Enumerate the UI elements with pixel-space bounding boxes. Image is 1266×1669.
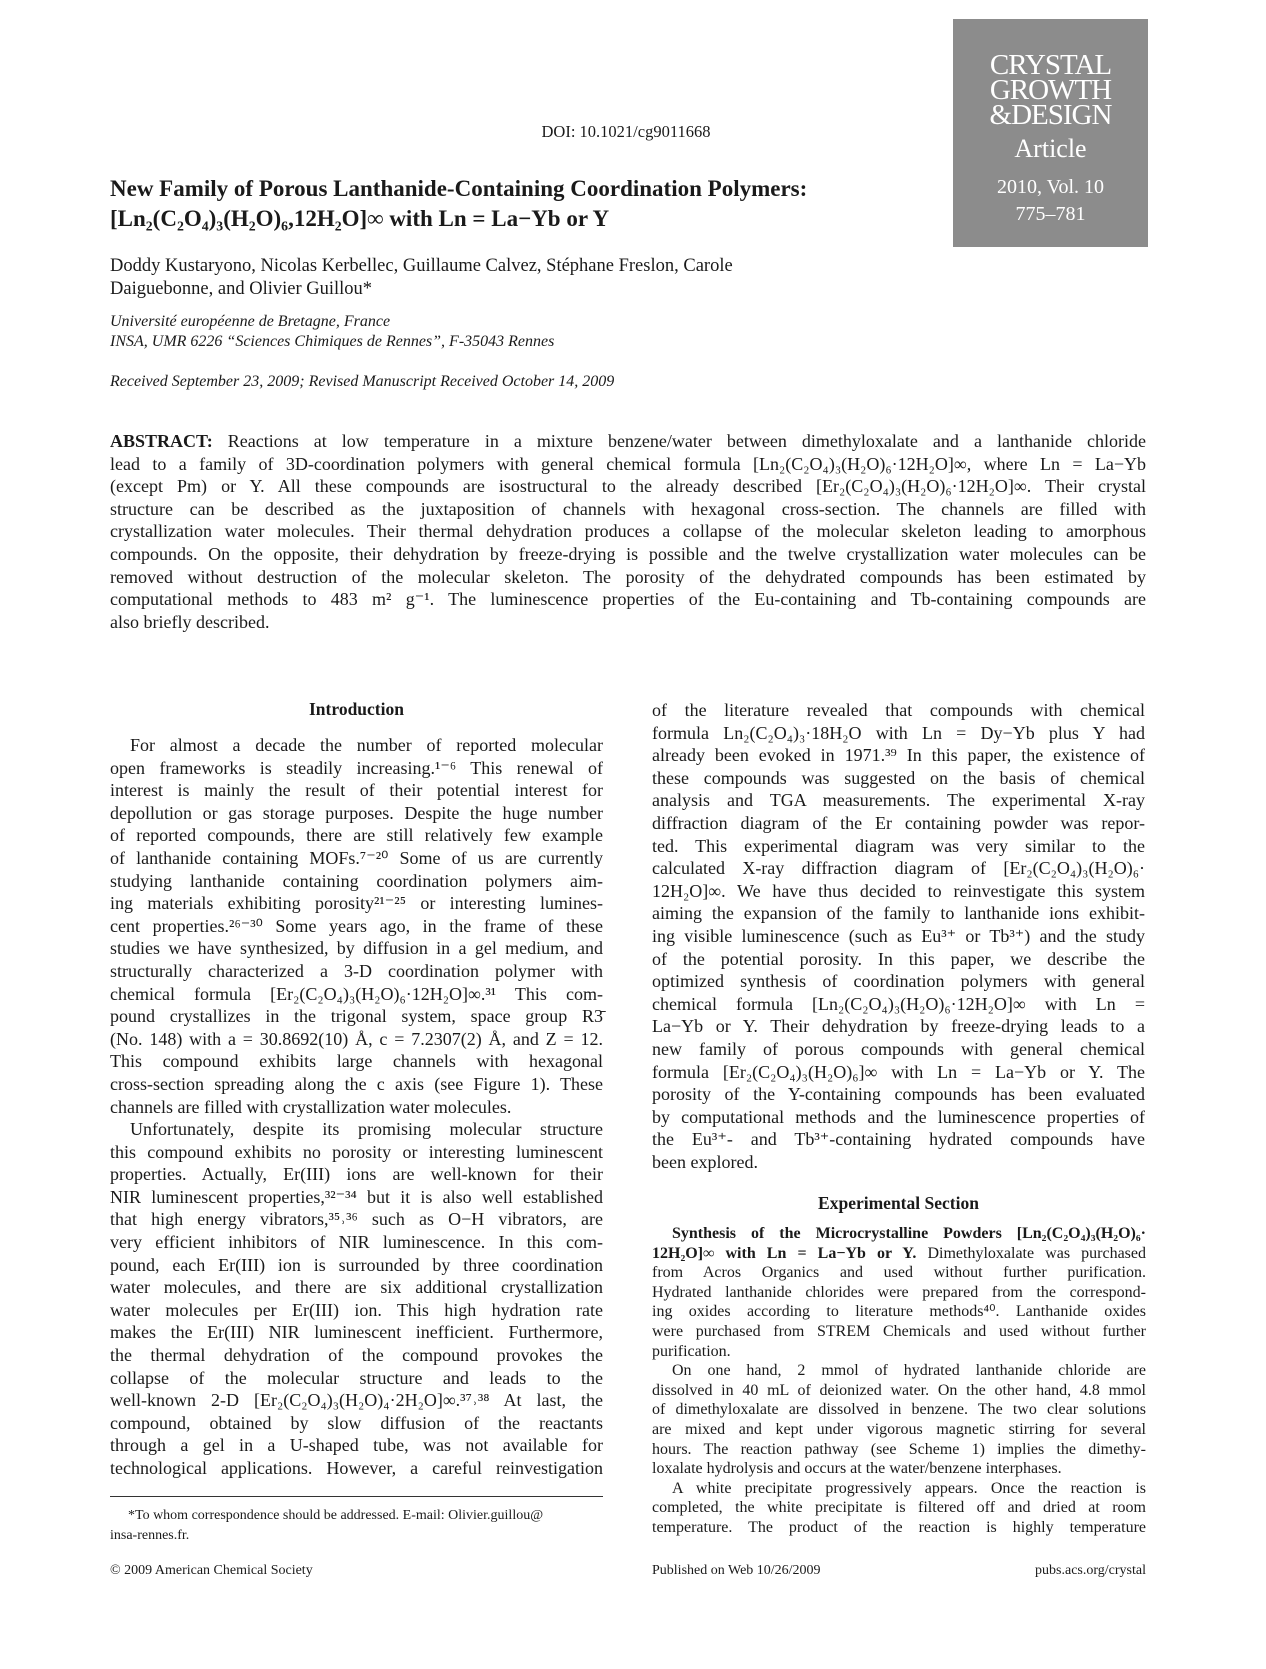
paragraph-line: these compounds was suggested on the basis of chemical bbox=[652, 767, 1145, 788]
paragraph-line: 12H₂O]∞. We have thus decided to reinvestigate this system bbox=[652, 880, 1145, 901]
paragraph-line: purification. bbox=[652, 1342, 731, 1360]
authors bbox=[110, 255, 733, 301]
paragraph-line: by computational methods and the luminescence properties of bbox=[652, 1106, 1145, 1127]
paragraph-line: of lanthanide containing MOFs.⁷⁻²⁰ Some of us are currently bbox=[110, 847, 603, 868]
paragraph-line: cross-section spreading along the c axis (see Figure 1). These bbox=[110, 1073, 603, 1094]
paper-title bbox=[110, 174, 807, 234]
paragraph-line: of reported compounds, there are still relatively few example bbox=[110, 825, 603, 846]
left-column bbox=[110, 734, 603, 1480]
paragraph-line: diffraction diagram of the Er containing powder was repor- bbox=[652, 812, 1145, 833]
doi[interactable]: DOI: 10.1021/cg9011668 bbox=[541, 122, 711, 141]
paragraph-line: of dimethyloxalate are dissolved in benzene. The two clear solutions bbox=[652, 1401, 1146, 1419]
page-range: 775–781 bbox=[1015, 203, 1086, 225]
paragraph-line: formula [Er₂(C₂O₄)₃(H₂O)₆]∞ with Ln = La−Yb or Y. The bbox=[652, 1061, 1145, 1082]
paragraph-line: Unfortunately, despite its promising molecular structure bbox=[130, 1119, 603, 1140]
footnote-divider bbox=[110, 1496, 603, 1497]
abstract-line: (except Pm) or Y. All these compounds are isostructural to the already described [Er₂(C₂O₄)₃(H₂O)₆·12H₂O]∞. Their crystal bbox=[110, 476, 1146, 497]
paragraph-line: that high energy vibrators,³⁵˒³⁶ such as O−H vibrators, are bbox=[110, 1209, 603, 1230]
title-line: [Ln₂(C₂O₄)₃(H₂O)₆,12H₂O]∞ with Ln = La−Yb or Y bbox=[110, 206, 610, 231]
paragraph-line: (No. 148) with a = 30.8692(10) Å, c = 7.2307(2) Å, and Z = 12. bbox=[110, 1028, 603, 1049]
paragraph-line: the thermal dehydration of the compound provokes the bbox=[110, 1345, 603, 1366]
paragraph-line: ing oxides according to literature methods⁴⁰. Lanthanide oxides bbox=[652, 1303, 1146, 1321]
year-volume: 2010, Vol. 10 bbox=[996, 176, 1105, 198]
paragraph-line: interest is mainly the result of their potential interest for bbox=[110, 780, 603, 801]
paragraph-line: A white precipitate progressively appears. Once the reaction is bbox=[672, 1479, 1146, 1497]
paragraph-line: are mixed and kept under vigorous magnetic stirring for several bbox=[652, 1420, 1146, 1438]
paragraph-line: very efficient inhibitors of NIR luminescence. In this com- bbox=[110, 1232, 603, 1253]
paragraph-line: of the potential porosity. In this paper, we describe the bbox=[652, 948, 1145, 969]
volume-info bbox=[953, 174, 1148, 228]
abstract-line: also briefly described. bbox=[110, 611, 270, 632]
paragraph-line: formula Ln₂(C₂O₄)₃·18H₂O with Ln = Dy−Yb plus Y had bbox=[652, 722, 1145, 743]
footnote-line: *To whom correspondence should be addressed. E-mail: Olivier.guillou@ bbox=[128, 1508, 544, 1523]
paragraph-line: collapse of the molecular structure and leads to the bbox=[110, 1367, 603, 1388]
paragraph-line: ing visible luminescence (such as Eu³⁺ or Tb³⁺) and the study bbox=[652, 925, 1145, 946]
paragraph-line: pound, each Er(III) ion is surrounded by three coordination bbox=[110, 1254, 603, 1275]
paragraph-line: ing materials exhibiting porosity²¹⁻²⁵ or interesting lumines- bbox=[110, 893, 603, 914]
paragraph-line: were purchased from STREM Chemicals and used without further bbox=[652, 1322, 1146, 1340]
paragraph-line: already been evoked in 1971.³⁹ In this paper, the existence of bbox=[652, 745, 1145, 766]
paragraph-line: water molecules, and there are six additional crystallization bbox=[110, 1277, 603, 1298]
experimental-section bbox=[652, 1224, 1146, 1538]
authors-line: Daiguebonne, and Olivier Guillou* bbox=[110, 279, 373, 299]
affiliation bbox=[110, 312, 554, 352]
paragraph-line: water molecules per Er(III) ion. This high hydration rate bbox=[110, 1299, 603, 1320]
paragraph-line: structurally characterized a 3-D coordination polymer with bbox=[110, 960, 603, 981]
experimental-heading: Experimental Section bbox=[818, 1193, 979, 1213]
subsection-heading: Synthesis of the Microcrystalline Powders [Ln₂(C₂O₄)₃(H₂O)₆· bbox=[672, 1225, 1146, 1242]
paragraph-line: pound crystallizes in the trigonal system, space group R3̄ bbox=[110, 1006, 603, 1027]
copyright: © 2009 American Chemical Society bbox=[110, 1563, 313, 1578]
paragraph-line: studying lanthanide containing coordination polymers aim- bbox=[110, 870, 603, 891]
paragraph-line: depollution or gas storage purposes. Despite the huge number bbox=[110, 802, 603, 823]
logo-line: &DESIGN bbox=[989, 99, 1112, 131]
published-date: Published on Web 10/26/2009 bbox=[652, 1563, 821, 1578]
journal-logo bbox=[953, 49, 1148, 131]
authors-line: Doddy Kustaryono, Nicolas Kerbellec, Guillaume Calvez, Stéphane Freslon, Carole bbox=[110, 256, 733, 276]
affiliation-line: INSA, UMR 6226 “Sciences Chimiques de Rennes”, F-35043 Rennes bbox=[110, 333, 555, 350]
paragraph-line: completed, the white precipitate is filtered off and dried at room bbox=[652, 1499, 1146, 1517]
received-dates: Received September 23, 2009; Revised Manuscript Received October 14, 2009 bbox=[110, 373, 615, 390]
paragraph-line: technological applications. However, a careful reinvestigation bbox=[110, 1458, 603, 1478]
paragraph-line: Hydrated lanthanide chlorides were prepared from the correspond- bbox=[652, 1283, 1146, 1301]
paragraph-line: properties. Actually, Er(III) ions are well-known for their bbox=[110, 1164, 603, 1185]
paragraph-line: open frameworks is steadily increasing.¹⁻⁶ This renewal of bbox=[110, 757, 603, 778]
paragraph-line: This compound exhibits large channels with hexagonal bbox=[110, 1051, 603, 1072]
paragraph-line: ted. This experimental diagram was very similar to the bbox=[652, 835, 1145, 856]
abstract-text: Reactions at low temperature in a mixture benzene/water between dimethyloxalate and a lanthanide chloride bbox=[212, 431, 1146, 451]
article-type: Article bbox=[1014, 134, 1087, 163]
abstract bbox=[110, 430, 1146, 633]
paragraph-line: La−Yb or Y. Their dehydration by freeze-drying leads to a bbox=[652, 1016, 1145, 1037]
paragraph-line: hours. The reaction pathway (see Scheme 1) implies the dimethy- bbox=[652, 1440, 1146, 1458]
paragraph-line: optimized synthesis of coordination polymers with general bbox=[652, 971, 1145, 992]
journal-url[interactable]: pubs.acs.org/crystal bbox=[1035, 1563, 1146, 1578]
paragraph-line: been explored. bbox=[652, 1151, 758, 1172]
subsection-heading: 12H₂O]∞ with Ln = La−Yb or Y. bbox=[652, 1244, 917, 1262]
abstract-line: lead to a family of 3D-coordination polymers with general chemical formula [Ln₂(C₂O₄)₃(H₂O)₆·12H₂O]∞, where Ln = La−Yb bbox=[110, 453, 1146, 474]
introduction-heading: Introduction bbox=[309, 699, 404, 719]
paragraph-line: studies we have synthesized, by diffusion in a gel medium, and bbox=[110, 938, 603, 959]
paragraph-line: chemical formula [Ln₂(C₂O₄)₃(H₂O)₆·12H₂O]∞ with Ln = bbox=[652, 993, 1145, 1014]
paragraph-line: aiming the expansion of the family to lanthanide ions exhibit- bbox=[652, 903, 1145, 924]
title-line: New Family of Porous Lanthanide-Containing Coordination Polymers: bbox=[110, 176, 808, 201]
footnote-line: insa-rennes.fr. bbox=[110, 1528, 190, 1543]
subsection-heading-line bbox=[652, 1244, 1146, 1264]
paragraph-line: compound, obtained by slow diffusion of the reactants bbox=[110, 1412, 603, 1433]
subsection-heading-line bbox=[652, 1224, 1146, 1244]
abstract-line: computational methods to 483 m² g⁻¹. The luminescence properties of the Eu-containing and Tb-containing compounds are bbox=[110, 589, 1146, 610]
abstract-line bbox=[110, 430, 1146, 453]
logo-line: GROWTH bbox=[989, 74, 1112, 106]
affiliation-line: Université européenne de Bretagne, France bbox=[110, 313, 391, 330]
paragraph-line: dissolved in 40 mL of deionized water. On the other hand, 4.8 mmol bbox=[652, 1381, 1146, 1399]
paragraph-line: For almost a decade the number of reported molecular bbox=[130, 735, 603, 755]
paragraph-line: calculated X-ray diffraction diagram of [Er₂(C₂O₄)₃(H₂O)₆· bbox=[652, 858, 1145, 879]
paragraph-line: channels are filled with crystallization water molecules. bbox=[110, 1096, 512, 1117]
paragraph-line: cent properties.²⁶⁻³⁰ Some years ago, in the frame of these bbox=[110, 915, 603, 936]
abstract-line: compounds. On the opposite, their dehydration by freeze-drying is possible and the twelve crystallization water molecules can be bbox=[110, 543, 1146, 564]
right-column bbox=[652, 699, 1145, 1173]
abstract-line: crystallization water molecules. Their thermal dehydration produces a collapse of the molecular skeleton leading to amorphous bbox=[110, 521, 1146, 542]
logo-line: CRYSTAL bbox=[989, 49, 1112, 81]
abstract-label: ABSTRACT: bbox=[110, 431, 213, 451]
paragraph-line: analysis and TGA measurements. The experimental X-ray bbox=[652, 790, 1145, 811]
abstract-line: structure can be described as the juxtaposition of channels with hexagonal cross-section. The channels are filled with bbox=[110, 498, 1146, 519]
paragraph-line: from Acros Organics and used without further purification. bbox=[652, 1264, 1146, 1282]
paragraph-text: Dimethyloxalate was purchased bbox=[916, 1244, 1146, 1262]
paragraph-line: through a gel in a U-shaped tube, was not available for bbox=[110, 1435, 603, 1456]
paragraph-line: the Eu³⁺- and Tb³⁺-containing hydrated compounds have bbox=[652, 1129, 1145, 1150]
abstract-line: removed without destruction of the molecular skeleton. The porosity of the dehydrated compounds has been estimated by bbox=[110, 566, 1146, 587]
paragraph-line: loxalate hydrolysis and occurs at the water/benzene interphases. bbox=[652, 1460, 1062, 1478]
paragraph-line: chemical formula [Er₂(C₂O₄)₃(H₂O)₆·12H₂O]∞.³¹ This com- bbox=[110, 983, 603, 1004]
paragraph-line: this compound exhibits no porosity or interesting luminescent bbox=[110, 1141, 603, 1162]
paragraph-line: NIR luminescent properties,³²⁻³⁴ but it is also well established bbox=[110, 1186, 603, 1207]
paragraph-line: new family of porous compounds with general chemical bbox=[652, 1038, 1145, 1059]
paragraph-line: of the literature revealed that compounds with chemical bbox=[652, 700, 1145, 720]
paragraph-line: temperature. The product of the reaction is highly temperature bbox=[652, 1518, 1146, 1536]
paragraph-line: porosity of the Y-containing compounds has been evaluated bbox=[652, 1084, 1145, 1105]
paragraph-line: On one hand, 2 mmol of hydrated lanthanide chloride are bbox=[672, 1362, 1146, 1380]
paragraph-line: makes the Er(III) NIR luminescent inefficient. Furthermore, bbox=[110, 1322, 603, 1343]
paragraph-line: well-known 2-D [Er₂(C₂O₄)₃(H₂O)₄·2H₂O]∞.³⁷˒³⁸ At last, the bbox=[110, 1390, 603, 1411]
footnote bbox=[110, 1506, 603, 1546]
